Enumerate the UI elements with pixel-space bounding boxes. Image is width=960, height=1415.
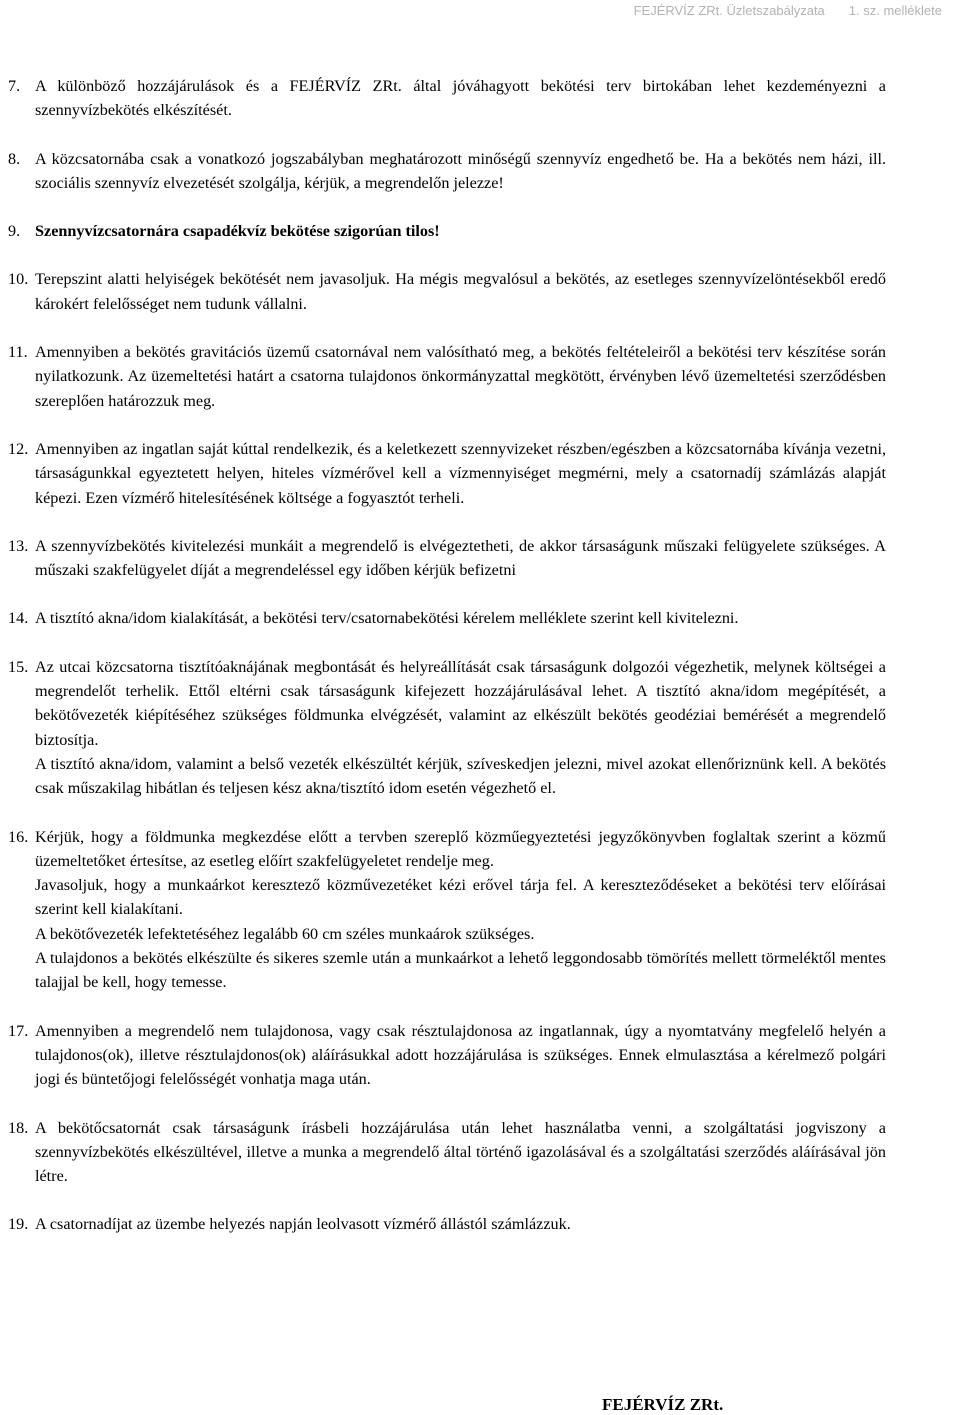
item-number: 14. — [8, 609, 29, 628]
item-number: 16. — [8, 827, 29, 846]
page-header — [634, 3, 942, 18]
list-item-16 — [8, 825, 886, 995]
list-item-17 — [8, 1019, 886, 1092]
item-number: 8. — [8, 149, 21, 168]
item-text: A különböző hozzájárulások és a FEJÉRVÍZ ZRt. által jóváhagyott bekötési terv birtokában lehet kezdeményezni a szennyvízbekötés elkészítését. — [35, 77, 886, 120]
item-text: A tisztító akna/idom, valamint a belső vezeték elkészültét kérjük, szíveskedjen jelezni, mivel azokat ellenőriznünk kell. A bekötés csak műszakilag hibátlan és teljesen kész akna/tisztító idom esetén végezhető el. — [35, 754, 886, 798]
list-item-13 — [8, 534, 886, 583]
item-number: 15. — [8, 657, 29, 676]
item-number: 13. — [8, 536, 29, 555]
item-number: 7. — [8, 77, 21, 95]
item-number: 9. — [8, 222, 21, 241]
item-text: A szennyvízbekötés kivitelezési munkáit a megrendelő is elvégeztetheti, de akkor társaságunk műszaki felügyelete szükséges. A műszaki szakfelügyelet díját a megrendeléssel egy időben kérjük befizetni — [35, 536, 886, 580]
list-item-11 — [8, 340, 886, 413]
item-text: Az utcai közcsatorna tisztítóaknájának megbontását és helyreállítását csak társaságunk dolgozói végezhetik, melynek költségei a megrendelőt terhelik. Ettől eltérni csak társaságunk kifejezett hozzájárulásával lehet. A tisztító akna/idom megépítését, a bekötővezeték kiépítéséhez szükséges földmunka elvégzését, valamint az elkészült bekötés geodéziai bemérését a megrendelő biztosítja. — [35, 657, 886, 749]
item-number: 18. — [8, 1118, 29, 1137]
header-title: FEJÉRVÍZ ZRt. Üzletszabályzata — [633, 3, 825, 18]
item-text-bold: Szennyvízcsatornára csapadékvíz bekötése szigorúan tilos! — [35, 222, 440, 241]
item-text: Kérjük, hogy a földmunka megkezdése előtt a tervben szereplő közműegyeztetési jegyzőkönyvben foglaltak szerint a közmű üzemeltetőket értesítse, az esetleg előírt szakfelügyeletet rendelje meg. — [35, 827, 886, 870]
item-text: A tulajdonos a bekötés elkészülte és sikeres szemle után a munkaárkot a lehető leggondosabb tömörítés mellett törmeléktől mentes talajjal be kell, hogy temesse. — [35, 949, 886, 992]
company-signature: FEJÉRVÍZ ZRt. — [602, 1395, 724, 1414]
item-number: 17. — [8, 1021, 29, 1040]
list-item-9 — [8, 219, 886, 243]
item-text: A tisztító akna/idom kialakítását, a bekötési terv/csatornabekötési kérelem melléklete szerint kell kivitelezni. — [35, 609, 739, 628]
list-item-12 — [8, 437, 886, 510]
item-text: Amennyiben a megrendelő nem tulajdonosa, vagy csak résztulajdonosa az ingatlannak, úgy a nyomtatvány megfelelő helyén a tulajdonos(ok), illetve résztulajdonos(ok) aláírásukkal adott hozzájárulása is szükséges. Ennek elmulasztása a kérelmező polgári jogi és büntetőjogi felelősségét vonhatja maga után. — [35, 1021, 886, 1089]
item-text: Amennyiben a bekötés gravitációs üzemű csatornával nem valósítható meg, a bekötés feltételeiről a bekötési terv készítése során nyilatkozunk. Az üzemeltetési határt a csatorna tulajdonos önkormányzattal megkötött, érvényben lévő üzemeltetési szerződésben szereplően határozzuk meg. — [35, 343, 886, 410]
item-text: A csatornadíjat az üzembe helyezés napján leolvasott vízmérő állástól számlázzuk. — [35, 1215, 571, 1234]
item-text: Terepszint alatti helyiségek bekötését nem javasoljuk. Ha mégis megvalósul a bekötés, az esetleges szennyvízelöntésekből eredő károkért felelősséget nem tudunk vállalni. — [35, 270, 886, 313]
item-text: Javasoljuk, hogy a munkaárkot keresztező közművezetéket kézi erővel tárja fel. A kereszteződéseket a bekötési terv előírásai szerint kell kialakítani. — [35, 876, 886, 919]
item-number: 19. — [8, 1215, 29, 1234]
item-text: A közcsatornába csak a vonatkozó jogszabályban meghatározott minőségű szennyvíz engedhető be. Ha a bekötés nem házi, ill. szociális szennyvíz elvezetését szolgálja, kérjük, a megrendelőn jelezze! — [35, 149, 886, 192]
list-item-19 — [8, 1212, 886, 1236]
list-item-15 — [8, 655, 886, 801]
list-item-18 — [8, 1116, 886, 1189]
item-number: 12. — [8, 439, 29, 458]
list-item-10 — [8, 267, 886, 316]
list-item-7 — [8, 74, 886, 123]
item-text: Amennyiben az ingatlan saját kúttal rendelkezik, és a keletkezett szennyvizeket részben/egészben a közcsatornába kívánja vezetni, társaságunkkal egyeztetett helyen, hiteles vízmérővel kell a vízmennyiséget megmérni, mely a csatornadíj számlázás alapját képezi. Ezen vízmérő hitelesítésének költsége a fogyasztót terheli. — [35, 439, 886, 507]
list-item-14 — [8, 606, 886, 630]
list-item-8 — [8, 147, 886, 196]
header-annex: 1. sz. melléklete — [848, 3, 942, 18]
item-text: A bekötővezeték lefektetéséhez legalább 60 cm széles munkaárok szükséges. — [35, 924, 535, 943]
item-text: A bekötőcsatornát csak társaságunk írásbeli hozzájárulása után lehet használatba venni, a szolgáltatási jogviszony a szennyvízbekötés elkészültével, illetve a munka a megrendelő által történő igazolásával és a szolgáltatási szerződés aláírásával jön létre. — [35, 1118, 886, 1186]
document-body — [8, 74, 886, 1261]
item-number: 11. — [8, 343, 28, 362]
item-number: 10. — [8, 270, 29, 289]
